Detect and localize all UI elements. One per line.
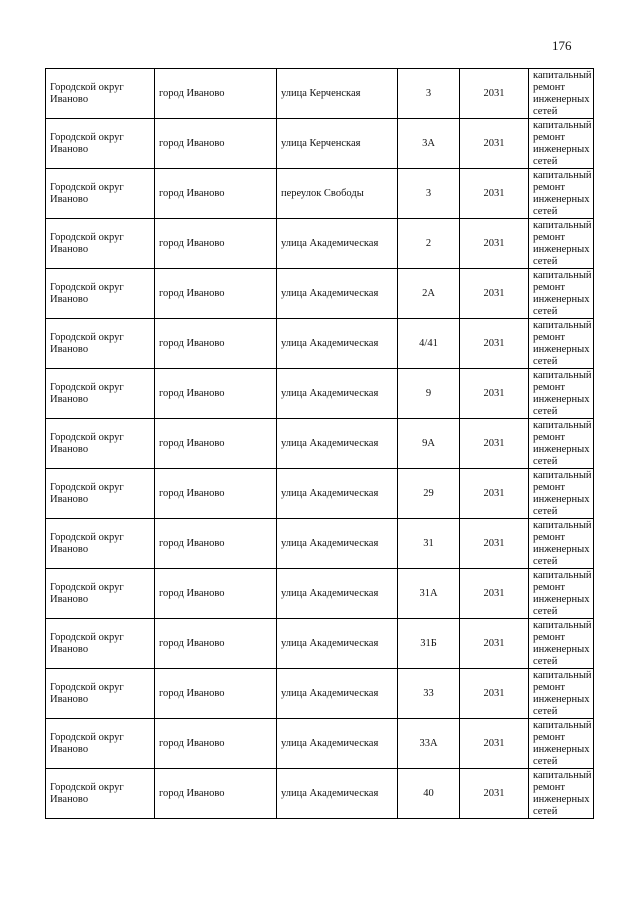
year-cell: 2031 (460, 419, 529, 469)
house-number-cell: 3А (398, 119, 460, 169)
city-cell: город Иваново (155, 419, 277, 469)
work-type-cell: капитальный ремонт инженерных сетей (529, 419, 594, 469)
work-type-cell: капитальный ремонт инженерных сетей (529, 119, 594, 169)
district-cell: Городской округ Иваново (46, 69, 155, 119)
year-cell: 2031 (460, 169, 529, 219)
street-cell: улица Академическая (277, 419, 398, 469)
street-cell: улица Академическая (277, 269, 398, 319)
street-cell: улица Академическая (277, 769, 398, 819)
table-row (46, 69, 594, 119)
work-type-cell: капитальный ремонт инженерных сетей (529, 769, 594, 819)
table-row (46, 419, 594, 469)
house-number-cell: 40 (398, 769, 460, 819)
table-row (46, 619, 594, 669)
city-cell: город Иваново (155, 69, 277, 119)
city-cell: город Иваново (155, 169, 277, 219)
street-cell: улица Академическая (277, 469, 398, 519)
table-row (46, 369, 594, 419)
work-type-cell: капитальный ремонт инженерных сетей (529, 619, 594, 669)
table-row (46, 569, 594, 619)
street-cell: улица Академическая (277, 719, 398, 769)
city-cell: город Иваново (155, 219, 277, 269)
house-number-cell: 2 (398, 219, 460, 269)
house-number-cell: 31 (398, 519, 460, 569)
house-number-cell: 9А (398, 419, 460, 469)
table-row (46, 269, 594, 319)
district-cell: Городской округ Иваново (46, 719, 155, 769)
year-cell: 2031 (460, 719, 529, 769)
district-cell: Городской округ Иваново (46, 769, 155, 819)
year-cell: 2031 (460, 69, 529, 119)
work-type-cell: капитальный ремонт инженерных сетей (529, 269, 594, 319)
house-number-cell: 31Б (398, 619, 460, 669)
work-type-cell: капитальный ремонт инженерных сетей (529, 369, 594, 419)
district-cell: Городской округ Иваново (46, 219, 155, 269)
work-type-cell: капитальный ремонт инженерных сетей (529, 319, 594, 369)
house-number-cell: 31А (398, 569, 460, 619)
year-cell: 2031 (460, 369, 529, 419)
city-cell: город Иваново (155, 469, 277, 519)
street-cell: переулок Свободы (277, 169, 398, 219)
house-number-cell: 3 (398, 69, 460, 119)
city-cell: город Иваново (155, 569, 277, 619)
street-cell: улица Академическая (277, 569, 398, 619)
city-cell: город Иваново (155, 669, 277, 719)
year-cell: 2031 (460, 769, 529, 819)
table-row (46, 719, 594, 769)
housing-repair-table (45, 68, 594, 819)
year-cell: 2031 (460, 519, 529, 569)
district-cell: Городской округ Иваново (46, 669, 155, 719)
street-cell: улица Академическая (277, 319, 398, 369)
city-cell: город Иваново (155, 769, 277, 819)
work-type-cell: капитальный ремонт инженерных сетей (529, 569, 594, 619)
city-cell: город Иваново (155, 519, 277, 569)
table-row (46, 669, 594, 719)
city-cell: город Иваново (155, 369, 277, 419)
work-type-cell: капитальный ремонт инженерных сетей (529, 69, 594, 119)
district-cell: Городской округ Иваново (46, 169, 155, 219)
year-cell: 2031 (460, 469, 529, 519)
table-row (46, 769, 594, 819)
street-cell: улица Академическая (277, 619, 398, 669)
work-type-cell: капитальный ремонт инженерных сетей (529, 469, 594, 519)
house-number-cell: 3 (398, 169, 460, 219)
city-cell: город Иваново (155, 119, 277, 169)
city-cell: город Иваново (155, 319, 277, 369)
house-number-cell: 33А (398, 719, 460, 769)
year-cell: 2031 (460, 119, 529, 169)
district-cell: Городской округ Иваново (46, 619, 155, 669)
table-body (46, 69, 594, 819)
work-type-cell: капитальный ремонт инженерных сетей (529, 169, 594, 219)
street-cell: улица Академическая (277, 369, 398, 419)
street-cell: улица Академическая (277, 669, 398, 719)
work-type-cell: капитальный ремонт инженерных сетей (529, 719, 594, 769)
table-row (46, 219, 594, 269)
district-cell: Городской округ Иваново (46, 469, 155, 519)
year-cell: 2031 (460, 669, 529, 719)
street-cell: улица Керченская (277, 119, 398, 169)
year-cell: 2031 (460, 619, 529, 669)
district-cell: Городской округ Иваново (46, 269, 155, 319)
district-cell: Городской округ Иваново (46, 319, 155, 369)
house-number-cell: 33 (398, 669, 460, 719)
district-cell: Городской округ Иваново (46, 569, 155, 619)
district-cell: Городской округ Иваново (46, 519, 155, 569)
house-number-cell: 2А (398, 269, 460, 319)
work-type-cell: капитальный ремонт инженерных сетей (529, 669, 594, 719)
work-type-cell: капитальный ремонт инженерных сетей (529, 519, 594, 569)
year-cell: 2031 (460, 219, 529, 269)
district-cell: Городской округ Иваново (46, 419, 155, 469)
city-cell: город Иваново (155, 619, 277, 669)
table-row (46, 169, 594, 219)
city-cell: город Иваново (155, 719, 277, 769)
year-cell: 2031 (460, 569, 529, 619)
district-cell: Городской округ Иваново (46, 369, 155, 419)
year-cell: 2031 (460, 319, 529, 369)
page-number: 176 (552, 38, 572, 53)
house-number-cell: 29 (398, 469, 460, 519)
house-number-cell: 9 (398, 369, 460, 419)
table-row (46, 469, 594, 519)
street-cell: улица Академическая (277, 219, 398, 269)
table-row (46, 519, 594, 569)
street-cell: улица Академическая (277, 519, 398, 569)
district-cell: Городской округ Иваново (46, 119, 155, 169)
table-row (46, 119, 594, 169)
house-number-cell: 4/41 (398, 319, 460, 369)
street-cell: улица Керченская (277, 69, 398, 119)
table-row (46, 319, 594, 369)
year-cell: 2031 (460, 269, 529, 319)
work-type-cell: капитальный ремонт инженерных сетей (529, 219, 594, 269)
city-cell: город Иваново (155, 269, 277, 319)
